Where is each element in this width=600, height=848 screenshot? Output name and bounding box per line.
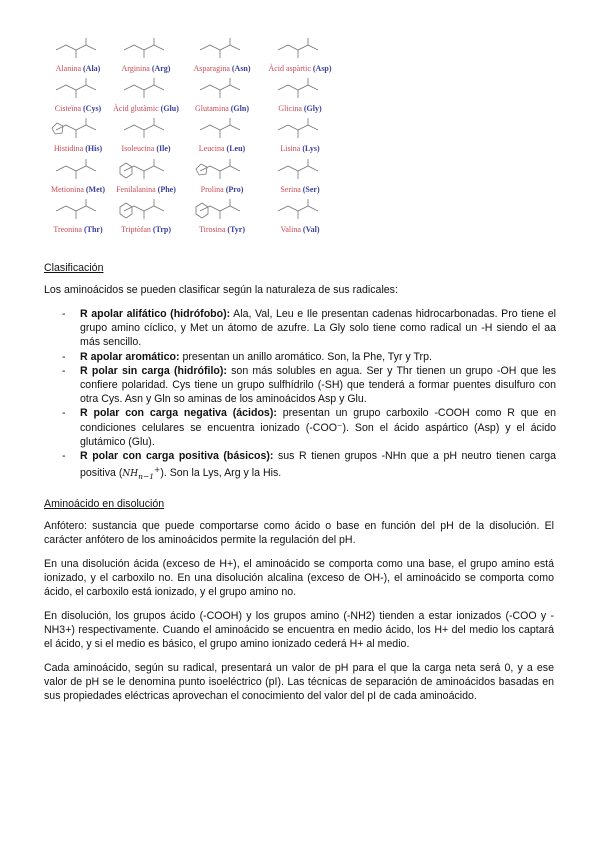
molecule-structure-icon: [116, 157, 176, 185]
molecule-structure-icon: [192, 197, 252, 225]
amino-acid-cell: [184, 36, 260, 76]
amino-acid-label: Arginina (Arg): [121, 64, 171, 73]
amino-acid-cell: [108, 76, 184, 116]
amino-acid-cell: [40, 197, 116, 237]
amino-acid-label: Glicina (Gly): [278, 104, 322, 113]
molecule-structure-icon: [192, 76, 252, 104]
amino-acid-label: Histidina (His): [53, 144, 103, 153]
amino-acid-label: Valina (Val): [280, 225, 320, 234]
math-formula: $NH_{n-1}^+$: [122, 465, 161, 482]
molecule-structure-icon: [270, 157, 330, 185]
molecule-structure-icon: [192, 36, 252, 64]
amino-acid-label: Prolina (Pro): [200, 185, 244, 194]
amino-acid-structures-figure: [40, 36, 332, 246]
amino-acid-label: Tirosina (Tyr): [198, 225, 245, 234]
amino-acid-label: Isoleucina (Ile): [121, 144, 171, 153]
molecule-structure-icon: [270, 116, 330, 144]
paragraph: En una disolución ácida (exceso de H+), el aminoácido se comporta como una base, el grupo amino está ionizado, y el carboxilo no. En una disolución alcalina (exceso de OH-), el aminoácido se comporta como ácido, el carboxilo está ionizado, y el grupo amino no.: [44, 558, 554, 599]
paragraph: En disolución, los grupos ácido (-COOH) y los grupos amino (-NH2) tienden a estar ionizados (-COO y -NH3+) respectivamente. Cuando el aminoácido se encuentra en medio ácido, los H+ del medio los captará el ácido, y si el medio es básico, el grupo amino ionizado cederá H+ al medio.: [44, 610, 554, 651]
amino-acid-label: Leucina (Leu): [198, 144, 246, 153]
molecule-structure-icon: [48, 36, 108, 64]
amino-acid-label: Àcid glutàmic (Glu): [113, 104, 179, 113]
amino-acid-label: Alanina (Ala): [55, 64, 101, 73]
list-item: - R polar sin carga (hidrófilo): son más solubles en agua. Ser y Thr tienen un grupo -OH que les confiere polaridad. Cys tiene un grupo sulfhídrilo (-SH) que tenderá a formar puentes disulfuro con otra Cys. Asn y Gln so aminas de los aminoácidos Asp y Glu.: [62, 364, 556, 406]
amino-acid-cell: [40, 157, 116, 197]
amino-acid-cell: [108, 197, 184, 237]
molecule-structure-icon: [116, 116, 176, 144]
amino-acid-label: Triptòfan (Trp): [120, 225, 171, 234]
amino-acid-cell: [108, 116, 184, 156]
amino-acid-label: Serina (Ser): [280, 185, 320, 194]
amino-acid-label: Glutamina (Gln): [194, 104, 249, 113]
amino-acid-cell: [108, 36, 184, 76]
molecule-structure-icon: [48, 76, 108, 104]
amino-acid-cell: [262, 116, 338, 156]
molecule-structure-icon: [48, 197, 108, 225]
amino-acid-cell: [262, 76, 338, 116]
amino-acid-cell: [262, 197, 338, 237]
section-heading-classification: Clasificación: [44, 262, 104, 274]
amino-acid-cell: [184, 76, 260, 116]
molecule-structure-icon: [270, 76, 330, 104]
molecule-structure-icon: [192, 157, 252, 185]
amino-acid-cell: [184, 197, 260, 237]
amino-acid-cell: [184, 116, 260, 156]
amino-acid-label: Lisina (Lys): [280, 144, 320, 153]
molecule-structure-icon: [48, 116, 108, 144]
paragraph: Anfótero: sustancia que puede comportarse como ácido o base en función del pH de la disolución. El carácter anfótero de los aminoácidos permite la regulación del pH.: [44, 520, 554, 547]
amino-acid-label: Cisteïna (Cys): [54, 104, 102, 113]
molecule-structure-icon: [270, 36, 330, 64]
list-item: - R apolar alifático (hidrófobo): Ala, Val, Leu e Ile presentan cadenas hidrocarbonadas. Pro tiene el grupo amino cíclico, y Met un átomo de azufre. La Gly solo tiene como radical un -H siendo el aa más sencillo.: [62, 308, 556, 349]
amino-acid-cell: [40, 36, 116, 76]
section-heading-solution: Aminoácido en disolución: [44, 498, 165, 510]
amino-acid-label: Metionina (Met): [51, 185, 105, 194]
classification-list: [44, 307, 556, 484]
amino-acid-label: Treonina (Thr): [53, 225, 103, 234]
amino-acid-label: Àcid aspàrtic (Asp): [268, 64, 332, 73]
molecule-structure-icon: [116, 197, 176, 225]
amino-acid-label: Fenilalanina (Phe): [116, 185, 176, 194]
molecule-structure-icon: [116, 76, 176, 104]
molecule-structure-icon: [48, 157, 108, 185]
amino-acid-cell: [262, 36, 338, 76]
amino-acid-cell: [184, 157, 260, 197]
molecule-structure-icon: [116, 36, 176, 64]
molecule-structure-icon: [270, 197, 330, 225]
amino-acid-cell: [108, 157, 184, 197]
amino-acid-cell: [40, 116, 116, 156]
list-item: - R polar con carga positiva (básicos): sus R tienen grupos -NHn que a pH neutro tienen carga positiva $(NH_{n-1}^+)$. Son la Lys, Arg y la His.: [62, 450, 557, 482]
amino-acid-label: Asparagina (Asn): [193, 64, 251, 73]
amino-acid-cell: [40, 76, 116, 116]
paragraph: Cada aminoácido, según su radical, presentará un valor de pH para el que la carga neta será 0, y a ese valor de pH se le denomina punto isoeléctrico (pI). Las técnicas de separación de aminoácidos basadas en sus propiedades eléctricas aprovechan el conocimiento del valor del pI de cada aminoácido.: [44, 662, 554, 703]
molecule-structure-icon: [192, 116, 252, 144]
amino-acid-cell: [262, 157, 338, 197]
list-item: - R polar con carga negativa (ácidos): presentan un grupo carboxilo -COOH como R que en condiciones celulares se encuentra ionizado (-COO⁻). Son el ácido aspártico (Asp) y el ácido glutámico (Glu).: [62, 407, 556, 448]
list-item: - R apolar aromático: presentan un anillo aromático. Son, la Phe, Tyr y Trp.: [62, 350, 432, 363]
classification-intro: Los aminoácidos se pueden clasificar según la naturaleza de sus radicales:: [44, 284, 398, 296]
